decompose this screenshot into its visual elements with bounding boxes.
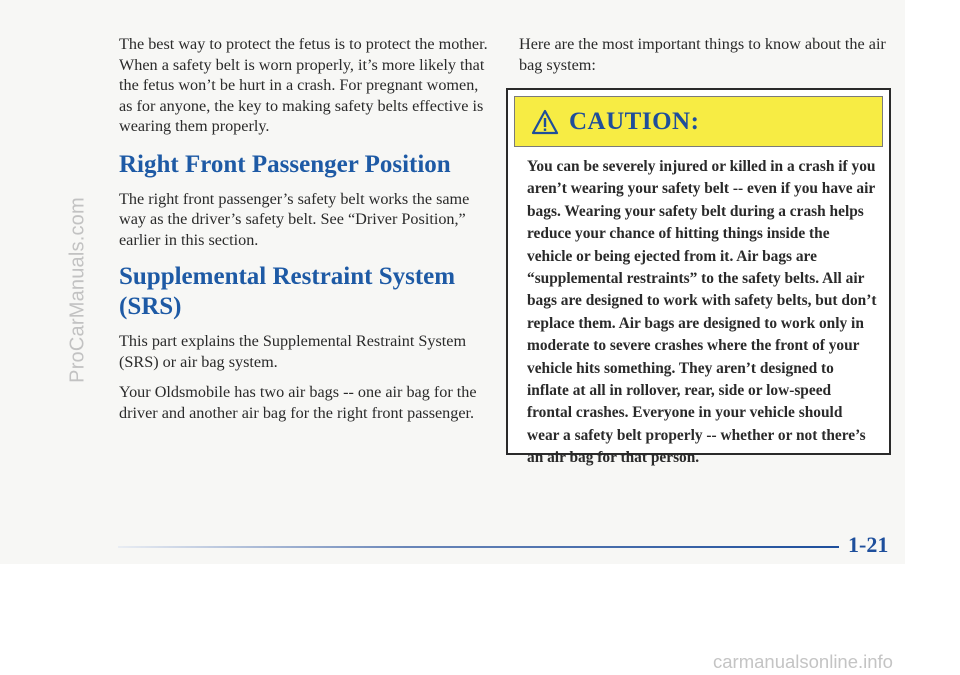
footer-rule (118, 546, 839, 548)
right-column (519, 34, 891, 75)
intro-paragraph: The best way to protect the fetus is to protect the mother. When a safety belt is worn properly, it’s more likely that the fetus won’t be hurt in a crash. For pregnant women, as for anyone, the key to making safety belts effective is wearing them properly. (119, 35, 488, 135)
air-bag-intro-paragraph: Here are the most important things to know about the air bag system: (519, 35, 886, 74)
srs-paragraph-2: Your Oldsmobile has two air bags -- one air bag for the driver and another air bag for the right front passenger. (119, 383, 477, 422)
warning-triangle-icon (531, 109, 559, 135)
right-front-paragraph: The right front passenger’s safety belt works the same way as the driver’s safety belt. See “Driver Position,” earlier in this section. (119, 189, 470, 249)
caution-box (506, 88, 891, 467)
caution-header (514, 96, 883, 147)
heading-srs: Supplemental Restraint System (SRS) (119, 263, 456, 320)
bottom-watermark: carmanualsonline.info (713, 651, 893, 672)
side-watermark: ProCarManuals.com (66, 197, 89, 383)
srs-paragraph-1: This part explains the Supplemental Restraint System (SRS) or air bag system. (119, 332, 467, 371)
caution-body: You can be severely injured or killed in a crash if you aren’t wearing your safety belt -- even if you have air bags. Wearing your safety belt during a crash helps reduce your chance of hitting things inside the vehicle or being ejected from it. Air bags are “supplemental restraints” to the safety belts. All air bags are designed to work with safety belts, but don’t replace them. Air bags are designed to work only in moderate to severe crashes where the front of your vehicle hits something. They aren’t designed to inflate at all in rollover, rear, side or low-speed frontal crashes. Everyone in your vehicle should wear a safety belt properly -- whether or not there’s an air bag for that person. (527, 158, 877, 467)
left-column (119, 34, 491, 423)
page-number: 1-21 (848, 532, 889, 557)
caution-title: CAUTION: (569, 107, 700, 135)
heading-right-front-passenger: Right Front Passenger Position (119, 150, 451, 178)
